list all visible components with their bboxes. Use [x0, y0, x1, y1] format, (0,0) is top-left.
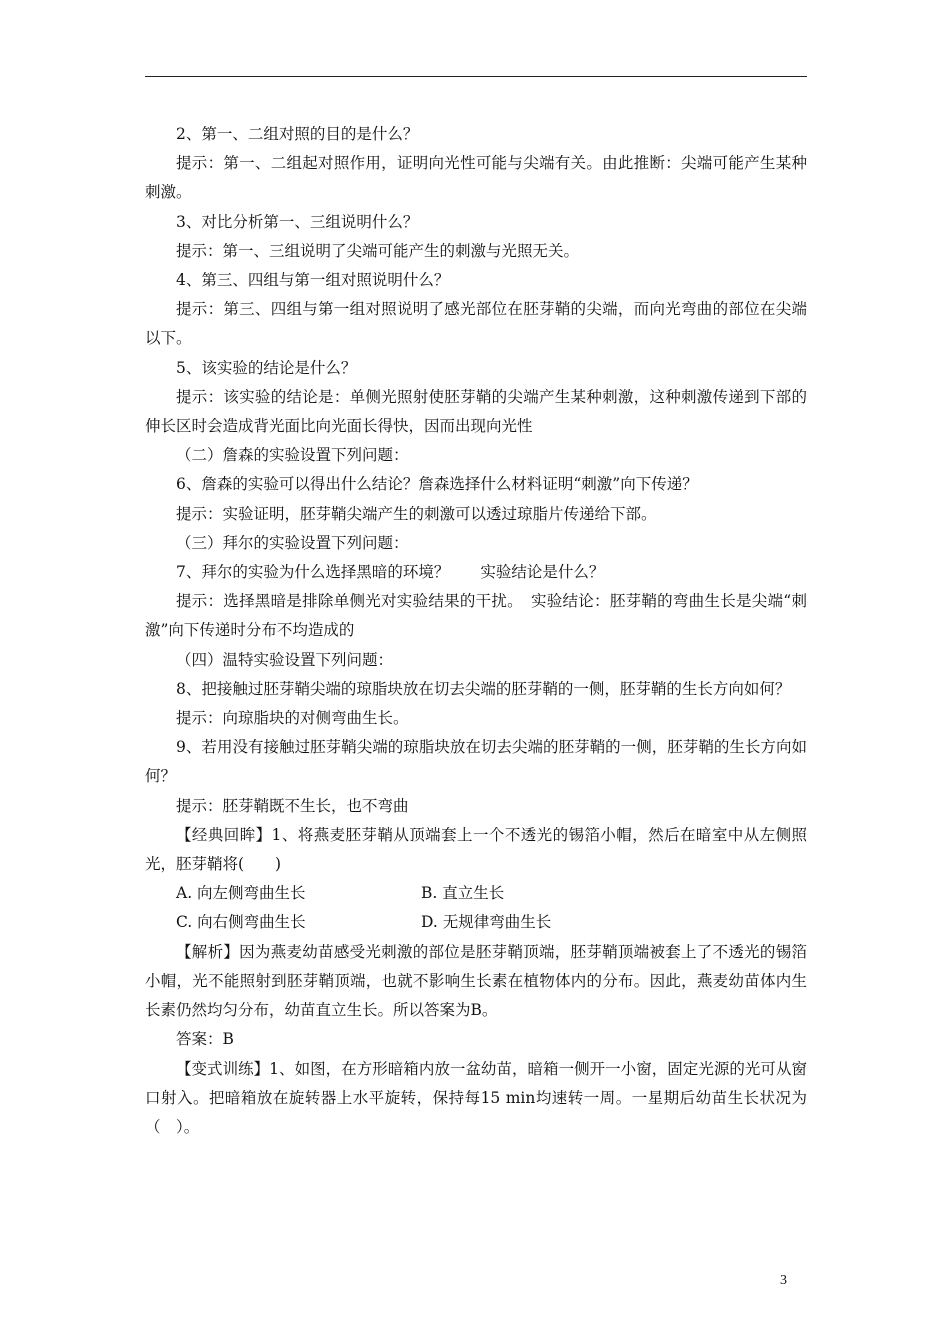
section-heading: （四）温特实验设置下列问题： — [176, 650, 394, 669]
paragraph: 3、对比分析第一、三组说明什么？ — [176, 212, 419, 231]
paragraph: 9、若用没有接触过胚芽鞘尖端的琼脂块放在切去尖端的胚芽鞘的一侧，胚芽鞘的生长方向如何？ — [145, 738, 807, 786]
option-d: D. 无规律弯曲生长 — [421, 913, 552, 932]
header-rule — [145, 76, 807, 77]
answer-line: 答案：B — [176, 1030, 234, 1049]
paragraph: 提示：该实验的结论是：单侧光照射使胚芽鞘的尖端产生某种刺激，这种刺激传递到下部的伸长区时会造成背光面比向光面长得快，因而出现向光性 — [145, 387, 807, 436]
option-b: B. 直立生长 — [421, 884, 505, 903]
page-body — [145, 120, 807, 1142]
paragraph: 提示：选择黑暗是排除单侧光对实验结果的干扰。 实验结论：胚芽鞘的弯曲生长是尖端“刺激”向下传递时分布不均造成的 — [145, 592, 807, 640]
paragraph: 提示：第三、四组与第一组对照说明了感光部位在胚芽鞘的尖端，而向光弯曲的部位在尖端以下。 — [145, 300, 807, 348]
paragraph: 提示：第一、二组起对照作用，证明向光性可能与尖端有关。由此推断：尖端可能产生某种刺激。 — [145, 154, 807, 202]
section-heading: （三）拜尔的实验设置下列问题： — [176, 533, 409, 552]
section-heading: （二）詹森的实验设置下列问题： — [176, 446, 409, 465]
paragraph: 提示：胚芽鞘既不生长，也不弯曲 — [176, 796, 409, 815]
paragraph: 2、第一、二组对照的目的是什么？ — [176, 125, 419, 143]
paragraph: 提示：实验证明，胚芽鞘尖端产生的刺激可以透过琼脂片传递给下部。 — [176, 504, 657, 523]
exercise-paragraph: 【变式训练】1、如图，在方形暗箱内放一盆幼苗，暗箱一侧开一小窗，固定光源的光可从窗口射入。把暗箱放在旋转器上水平旋转，保持每15 min均速转一周。一星期后幼苗生长状况为（ ）。 — [145, 1059, 807, 1136]
paragraph: 8、把接触过胚芽鞘尖端的琼脂块放在切去尖端的胚芽鞘的一侧，胚芽鞘的生长方向如何？ — [176, 679, 791, 698]
paragraph: 提示：第一、三组说明了尖端可能产生的刺激与光照无关。 — [176, 241, 580, 260]
options-row — [145, 879, 807, 908]
paragraph: 4、第三、四组与第一组对照说明什么？ — [176, 271, 450, 290]
paragraph: 5、该实验的结论是什么？ — [176, 358, 357, 377]
paragraph: 提示：向琼脂块的对侧弯曲生长。 — [176, 709, 409, 728]
page-number: 3 — [780, 1273, 787, 1288]
option-c: C. 向右侧弯曲生长 — [176, 913, 306, 932]
paragraph: 7、拜尔的实验为什么选择黑暗的环境？ 实验结论是什么？ — [176, 563, 605, 582]
options-row — [145, 908, 807, 937]
question-paragraph: 【经典回眸】1、将燕麦胚芽鞘从顶端套上一个不透光的锡箔小帽，然后在暗室中从左侧照光，胚芽鞘将( ) — [145, 825, 807, 874]
option-a: A. 向左侧弯曲生长 — [176, 884, 306, 903]
analysis-paragraph: 【解析】因为燕麦幼苗感受光刺激的部位是胚芽鞘顶端，胚芽鞘顶端被套上了不透光的锡箔小帽，光不能照射到胚芽鞘顶端，也就不影响生长素在植物体内的分布。因此，燕麦幼苗体内生长素仍然均匀分布，幼苗直立生长。所以答案为B。 — [145, 942, 807, 1020]
paragraph: 6、詹森的实验可以得出什么结论？詹森选择什么材料证明“刺激”向下传递？ — [176, 475, 698, 494]
